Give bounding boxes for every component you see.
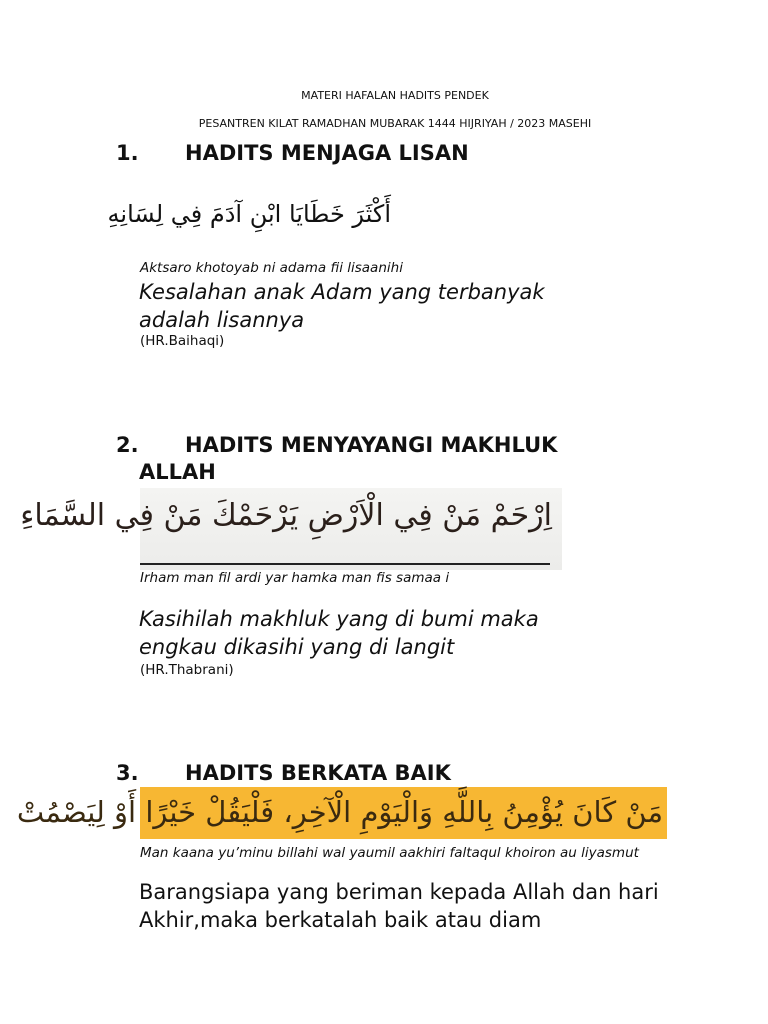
- section-1-title: HADITS MENJAGA LISAN: [185, 141, 469, 165]
- arabic-highlight-banner: [16, 787, 667, 839]
- section-2-transliteration: Irham man fil ardi yar hamka man fis samaa i: [140, 570, 450, 586]
- section-1-meaning: Kesalahan anak Adam yang terbanyak adalah lisannya: [139, 280, 545, 332]
- section-1-number: 1.: [116, 141, 139, 165]
- section-2-title-line1: HADITS MENYAYANGI MAKHLUK: [185, 433, 558, 457]
- section-3-number: 3.: [116, 761, 139, 785]
- section-2-meaning: Kasihilah makhluk yang di bumi maka engkau dikasihi yang di langit: [139, 607, 539, 659]
- section-3-title: HADITS BERKATA BAIK: [185, 761, 451, 785]
- section-2-title-line2: ALLAH: [139, 460, 216, 484]
- document-header-subtitle: PESANTREN KILAT RAMADHAN MUBARAK 1444 HIJRIYAH / 2023 MASEHI: [198, 117, 592, 130]
- section-2-source: (HR.Thabrani): [140, 662, 234, 678]
- arabic-calligraphy-image: [20, 488, 562, 570]
- calligraphy-underline: [140, 563, 550, 565]
- section-3-transliteration: Man kaana yu’minu billahi wal yaumil aakhiri faltaqul khoiron au liyasmut: [140, 845, 639, 861]
- section-1-source: (HR.Baihaqi): [140, 333, 225, 349]
- section-1-transliteration: Aktsaro khotoyab ni adama fii lisaanihi: [140, 260, 403, 276]
- section-3-arabic: مَنْ كَانَ يُؤْمِنُ بِاللَّهِ وَالْيَوْمِ الْآخِرِ، فَلْيَقُلْ خَيْرًا أَوْ لِيَصْمُتْ: [16, 795, 663, 829]
- section-3-meaning: Barangsiapa yang beriman kepada Allah dan hari Akhir,maka berkatalah baik atau diam: [139, 880, 659, 932]
- section-1-arabic: أَكْثَرَ خَطَايَا ابْنِ آدَمَ فِي لِسَانِهِ: [107, 200, 391, 228]
- section-2-number: 2.: [116, 433, 139, 457]
- document-header-title: MATERI HAFALAN HADITS PENDEK: [301, 89, 489, 102]
- section-2-arabic: اِرْحَمْ مَنْ فِي الْاَرْضِ يَرْحَمْكَ مَنْ فِي السَّمَاءِ: [20, 498, 552, 533]
